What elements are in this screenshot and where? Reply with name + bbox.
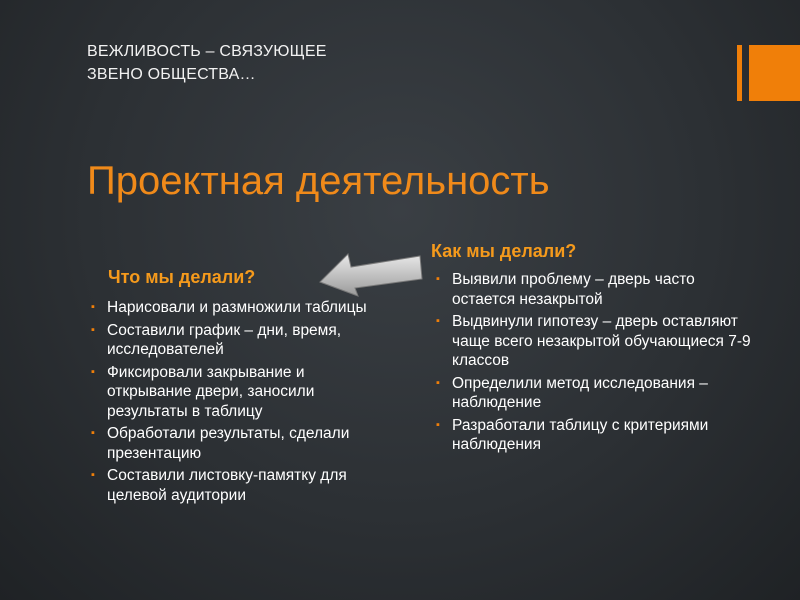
bullet-marker-icon: ▪	[91, 323, 95, 336]
subtitle-line-1: ВЕЖЛИВОСТЬ – СВЯЗУЮЩЕЕ	[87, 43, 327, 60]
decor-bar-thick	[749, 45, 800, 101]
list-item: ▪ Фиксировали закрывание и открывание двери, заносили результаты в таблицу	[91, 363, 315, 420]
bullet-marker-icon: ▪	[436, 376, 440, 389]
list-item: ▪ Нарисовали и размножили таблицы	[91, 299, 367, 316]
bullet-marker-icon: ▪	[91, 301, 95, 313]
list-item: ▪ Выявили проблему – дверь часто остается незакрытой	[436, 271, 695, 308]
bullet-marker-icon: ▪	[436, 315, 440, 327]
list-item: ▪ Составили график – дни, время, исследователей	[91, 321, 342, 358]
left-column-heading: Что мы делали?	[108, 267, 256, 287]
right-bullet-list	[436, 270, 756, 458]
bullet-marker-icon: ▪	[91, 365, 95, 378]
list-item: ▪ Выдвинули гипотезу – дверь оставляют чаще всего незакрытой обучающиеся 7-9 классов	[436, 313, 751, 369]
bullet-marker-icon: ▪	[436, 273, 440, 285]
list-item: ▪ Разработали таблицу с критериями наблюдения	[436, 416, 709, 453]
slide-subtitle	[87, 40, 447, 86]
list-item: ▪ Составили листовку-памятку для целевой аудитории	[91, 467, 347, 504]
arrow-left-icon	[318, 252, 424, 298]
bullet-marker-icon: ▪	[436, 418, 440, 431]
list-item: ▪ Обработали результаты, сделали презентацию	[91, 425, 350, 462]
slide-title: Проектная деятельность	[87, 159, 550, 203]
list-item: ▪ Определили метод исследования – наблюдение	[436, 374, 708, 411]
subtitle-line-2: ЗВЕНО ОБЩЕСТВА…	[87, 66, 256, 83]
decor-bar-thin	[737, 45, 742, 101]
bullet-marker-icon: ▪	[91, 427, 95, 439]
left-bullet-list	[91, 298, 391, 508]
bullet-marker-icon: ▪	[91, 469, 95, 481]
right-column-heading: Как мы делали?	[431, 241, 577, 261]
